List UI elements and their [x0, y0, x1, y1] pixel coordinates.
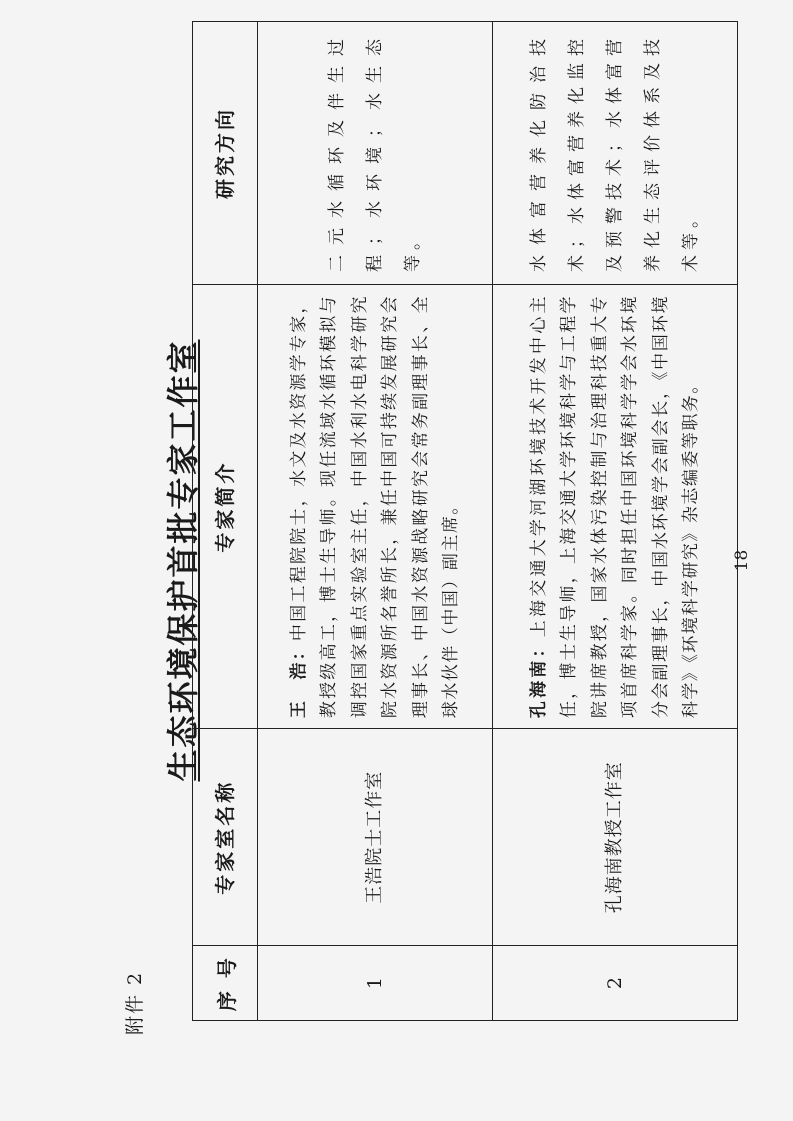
expert-intro: [493, 285, 738, 729]
expert-intro-text: 上海交通大学河湖环境技术开发中心主任，博士生导师，上海交通大学环境科学与工程学院讲席教授，国家水体污染控制与治理科技重大专项首席科学家。同时担任中国环境科学学会水环境分会副理事长，中国水环境学会副会长，《中国环境科学》《环境科学研究》杂志编委等职务。: [528, 295, 701, 719]
page-number: 18: [732, 549, 752, 572]
table-row: [258, 22, 493, 1021]
header-office-name: 专家室名称: [193, 729, 258, 946]
expert-intro: [258, 285, 493, 729]
table-header-row: [193, 22, 258, 1021]
expert-intro-text: 中国工程院院士，水文及水资源学专家，教授级高工，博士生导师。现任流域水循环模拟与调控国家重点实验室主任，中国水利水电科学研究院水资源所名誉所长，兼任中国可持续发展研究会理事长、中国水资源战略研究会常务副理事长、全球水伙伴（中国）副主席。: [288, 295, 461, 719]
table-row: [493, 22, 738, 1021]
attachment-label: 附件 2: [124, 970, 146, 1035]
expert-name: 孔海南：: [528, 637, 549, 719]
header-no: 序 号: [193, 946, 258, 1021]
row-number: 1: [258, 946, 493, 1021]
header-intro: 专家简介: [193, 285, 258, 729]
row-number: 2: [493, 946, 738, 1021]
office-name: 孔海南教授工作室: [493, 729, 738, 946]
research-direction: 水体富营养化防治技术；水体富营养化监控及预警技术；水体富营养化生态评价体系及技术等。: [493, 22, 738, 285]
expert-name: 王 浩：: [288, 641, 309, 719]
office-name: 王浩院士工作室: [258, 729, 493, 946]
research-direction: 二元水循环及伴生过程；水环境；水生态等。: [258, 22, 493, 285]
page-title-text: 生态环境保护首批专家工作室: [164, 339, 202, 782]
header-direction: 研究方向: [193, 22, 258, 285]
expert-table: [192, 21, 738, 1021]
